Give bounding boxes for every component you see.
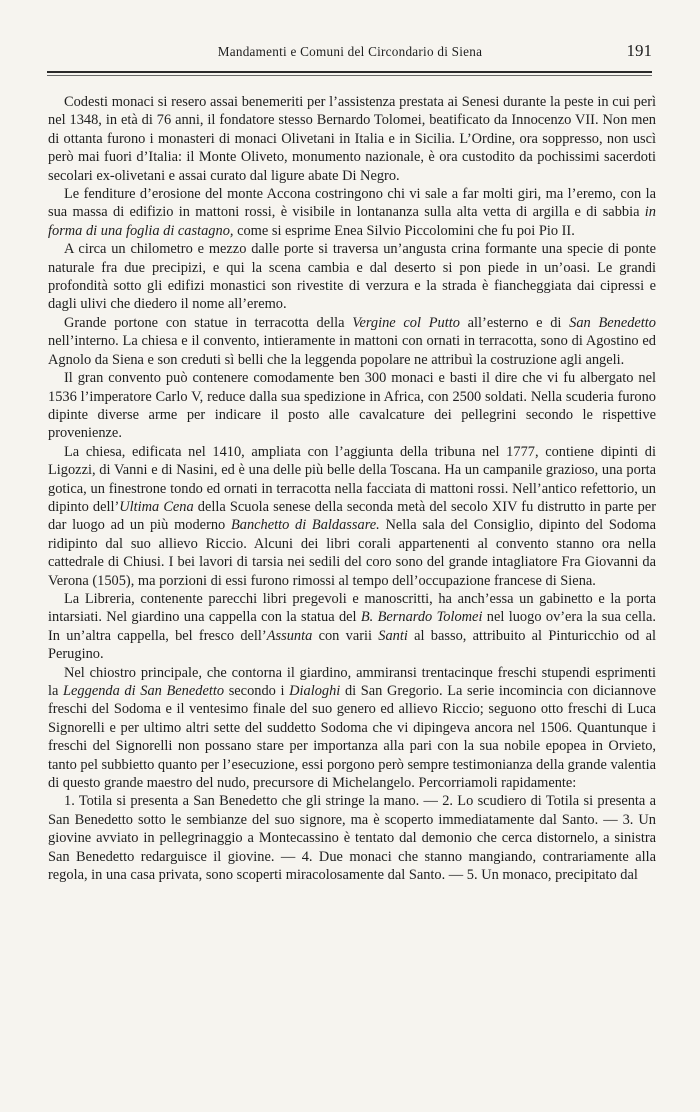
running-head: [48, 41, 652, 66]
text-segment: Grande portone con statue in terracotta della: [64, 314, 353, 331]
paragraph-5: [48, 369, 656, 443]
running-head-title: Mandamenti e Comuni del Circondario di Siena: [217, 44, 483, 59]
header-rule-thin: [47, 75, 652, 76]
italic-text: Dialoghi: [289, 683, 341, 699]
text-segment: La chiesa, edificata nel 1410, ampliata con l’aggiunta della tribuna nel 1777, contiene dipinti di Ligozzi, di Vanni e di Nasini, ed è una delle più belle della Toscana. Ha un campanile grazioso, una porta gotica, un finestrone tondo ed ornati in terracotta nella facciata di mattoni rossi. Nell’antico refettorio, un dipinto dell’: [48, 443, 656, 515]
italic-text: B. Bernardo Tolomei: [360, 609, 483, 626]
italic-text: Assunta: [266, 627, 313, 644]
italic-text: San Benedetto: [569, 314, 656, 331]
text-segment: secondo i: [224, 683, 290, 699]
text-segment: Il gran convento può contenere comodamente ben 300 monaci e basti il dire che vi fu albergato nel 1536 l’imperatore Carlo V, reduce dalla sua spedizione in Africa, con 2500 soldati. Nella scuderia furono dipinte diverse arme per indicare il posto alle cavalcature dei pellegrini secondo le rispettive provenienze.: [48, 370, 656, 442]
page-number: 191: [626, 41, 652, 60]
text-segment: Codesti monaci si resero assai benemeriti per l’assistenza prestata ai Senesi durante la peste in cui perì nel 1348, in età di 76 anni, il fondatore stesso Bernardo Tolomei, beatificato da Innocenzo VII. Non men di ottanta furono i monasteri di monaci Olivetani in Italia e in Sicilia. L’Ordine, ora soppresso, non uscì però mai fuori d’Italia: il Monte Oliveto, monumento nazionale, è ora custodito da pochissimi sacerdoti secolari ex-olivetani e assai curato dal ligure abate Di Negro.: [48, 94, 656, 184]
paragraph-7: [48, 590, 656, 664]
italic-text: Ultima Cena: [119, 498, 194, 515]
text-segment: come si esprime Enea Silvio Piccolomini che fu poi Pio II.: [233, 222, 575, 239]
paragraph-8: [48, 664, 656, 793]
text-segment: della Scuola senese della seconda metà del secolo XIV fu distrutto in parte per dar luogo ad un più moderno: [48, 498, 656, 534]
text-segment: Nella sala del Consiglio, dipinto del Sodoma ridipinto dal suo allievo Riccio. Alcuni dei libri corali appartenenti al convento stanno ora nella cattedrale di Chiusi. I bei lavori di tarsia nei sedili del coro sono del grande intagliatore Fra Giovanni da Verona (1505), ma porzioni di essi furono rimossi al tempo dell’occupazione francese di Siena.: [48, 517, 656, 589]
paragraph-9: [48, 792, 656, 884]
text-segment: 1. Totila si presenta a San Benedetto che gli stringe la mano. — 2. Lo scudiero di Totila si presenta a San Benedetto sotto le sembianze del suo signore, ma è scoperto immediatamente dal Santo. — 3. Un giovine avviato in pellegrinaggio a Montecassino è tentato dal demonio che cerca distornelo, a sinistra San Benedetto redarguisce il giovine. — 4. Due monaci che stanno mangiando, contrariamente alla regola, in una casa privata, sono scoperti miracolosamente dal Santo. — 5. Un monaco, precipitato dal: [48, 793, 656, 884]
paragraph-2: [48, 185, 656, 240]
text-segment: La Libreria, contenente parecchi libri pregevoli e manoscritti, ha anch’essa un gabinetto e la porta intarsiati. Nel giardino una cappella con la statua del: [48, 590, 656, 626]
italic-text: Banchetto di Baldassare.: [230, 517, 380, 534]
text-segment: Le fenditure d’erosione del monte Accona costringono chi vi sale a far molti giri, ma l’eremo, con la sua massa di edifizio in mattoni rossi, è visibile in lontananza sulla alta vetta di argilla e di sabbia: [48, 186, 656, 221]
body-text: [48, 93, 656, 884]
text-segment: all’esterno e di: [459, 314, 570, 331]
text-segment: di San Gregorio. La serie incomincia con diciannove freschi del Sodoma e il ventesimo finale del suo genero ed allievo Riccio; seguono otto freschi di Luca Signorelli e per ultimo altri sette del suddetto Sodoma che vi dipingeva ancora nel 1506. Quantunque i freschi del Signorelli non possano stare per importanza alla pari con la sua nobile epopea in Orvieto, tanto pel subbietto quanto per l’esecuzione, essi porgono però sempre testimonianza della grande valentia di questo grande maestro del nudo, precursore di Michelangelo. Percorriamoli rapidamente:: [48, 683, 656, 792]
text-segment: con varii: [312, 627, 379, 644]
paragraph-6: [48, 443, 656, 590]
header-rule: [47, 71, 652, 73]
italic-text: Vergine col Putto: [352, 314, 460, 331]
italic-text: in forma di una foglia di castagno,: [48, 204, 656, 239]
text-segment: al basso, attribuito al Pinturicchio od al Perugino.: [48, 627, 656, 663]
italic-text: Leggenda di San Benedetto: [63, 683, 225, 699]
text-segment: nel luogo ov’era la sua cella. In un’altra cappella, bel fresco dell’: [48, 609, 656, 644]
paragraph-4: [48, 314, 656, 369]
text-segment: Nel chiostro principale, che contorna il giardino, ammiransi trentacinque freschi stupendi esprimenti la: [48, 664, 656, 699]
text-segment: nell’interno. La chiesa e il convento, intieramente in mattoni con ornati in terracotta, sono di Agostino ed Agnolo da Siena e son creduti sì belli che la leggenda popolare ne attribuì la costruzione agli angeli.: [48, 333, 656, 368]
text-segment: A circa un chilometro e mezzo dalle porte si traversa un’angusta crina formante una specie di ponte naturale fra due precipizi, e qui la scena cambia e dal deserto si pon piede in un’oasi. Le grandi profondità sotto gli edifizi monastici son rivestite di verzura e la strada è fiancheggiata dai cipressi e dagli ulivi che diedero il nome all’eremo.: [48, 241, 656, 313]
paragraph-3: [48, 240, 656, 314]
italic-text: Santi: [378, 627, 408, 644]
paragraph-1: [48, 93, 656, 185]
